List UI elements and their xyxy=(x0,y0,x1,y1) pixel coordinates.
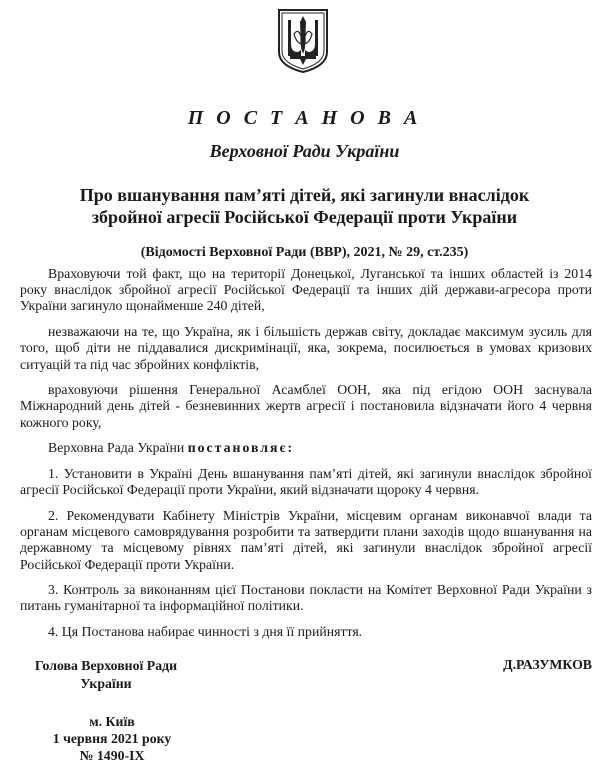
document-body xyxy=(20,266,592,650)
title-line: збройної агресії Російської Федерації проти України xyxy=(91,207,518,227)
signatory-position-line: України xyxy=(80,676,132,691)
resolution-item: 1. Установити в Україні День вшанування пам’яті дітей, які загинули внаслідок збройної агресії Російської Федерації проти України, який відзначати щороку 4 червня. xyxy=(20,466,592,498)
preamble-paragraph: Враховуючи той факт, що на території Донецької, Луганської та інших областей із 2014 року внаслідок збройної агресії Російської Федерації та інших дій держави-агресора проти України загинуло щонайменше 240 дітей, xyxy=(20,266,592,314)
signatory-name: Д.РАЗУМКОВ xyxy=(503,657,592,672)
resolves-paragraph xyxy=(20,440,592,456)
resolution-item: 3. Контроль за виконанням цієї Постанови покласти на Комітет Верховної Ради України з питань гуманітарної та інформаційної політики. xyxy=(20,582,592,614)
resolves-subject: Верховна Рада України xyxy=(48,440,188,456)
date: 1 червня 2021 року xyxy=(52,731,172,746)
issuer: Верховної Ради України xyxy=(209,141,400,161)
publication-source: (Відомості Верховної Ради (ВВР), 2021, № 29, ст.235) xyxy=(140,245,469,260)
resolution-item: 4. Ця Постанова набирає чинності з дня її прийняття. xyxy=(48,624,363,640)
resolution-item: 2. Рекомендувати Кабінету Міністрів України, місцевим органам виконавчої влади та органам місцевого самоврядування розробити та затвердити плани заходів щодо вшанування на державному та місцевому рівнях пам’яті дітей, які загинули внаслідок збройної агресії Російської Федерації проти України. xyxy=(20,507,592,572)
city: м. Київ xyxy=(89,714,135,729)
document-number: № 1490-IX xyxy=(79,748,145,763)
document-type: П О С Т А Н О В А xyxy=(187,107,422,129)
preamble-paragraph: незважаючи на те, що Україна, як і більшість держав світу, докладає максимум зусиль для того, щоб діти не піддавалися дискримінації, яка, зокрема, посилюється в умовах кризових ситуацій та під час збройних конфліктів, xyxy=(20,324,592,372)
title-line: Про вшанування пам’яті дітей, які загинули внаслідок xyxy=(79,185,530,205)
place-date-number xyxy=(40,713,184,764)
document-title xyxy=(0,184,609,228)
tryzub-coat-of-arms-icon xyxy=(276,8,330,74)
signatory-position-line: Голова Верховної Ради xyxy=(34,658,178,673)
preamble-paragraph: враховуючи рішення Генеральної Асамблеї ООН, яка під егідою ООН заснувала Міжнародний день дітей - безневинних жертв агресії і постановила відзначати його 4 червня кожного року, xyxy=(20,382,592,430)
resolves-verb: постановляє: xyxy=(187,440,295,456)
signatory-position xyxy=(26,657,186,693)
